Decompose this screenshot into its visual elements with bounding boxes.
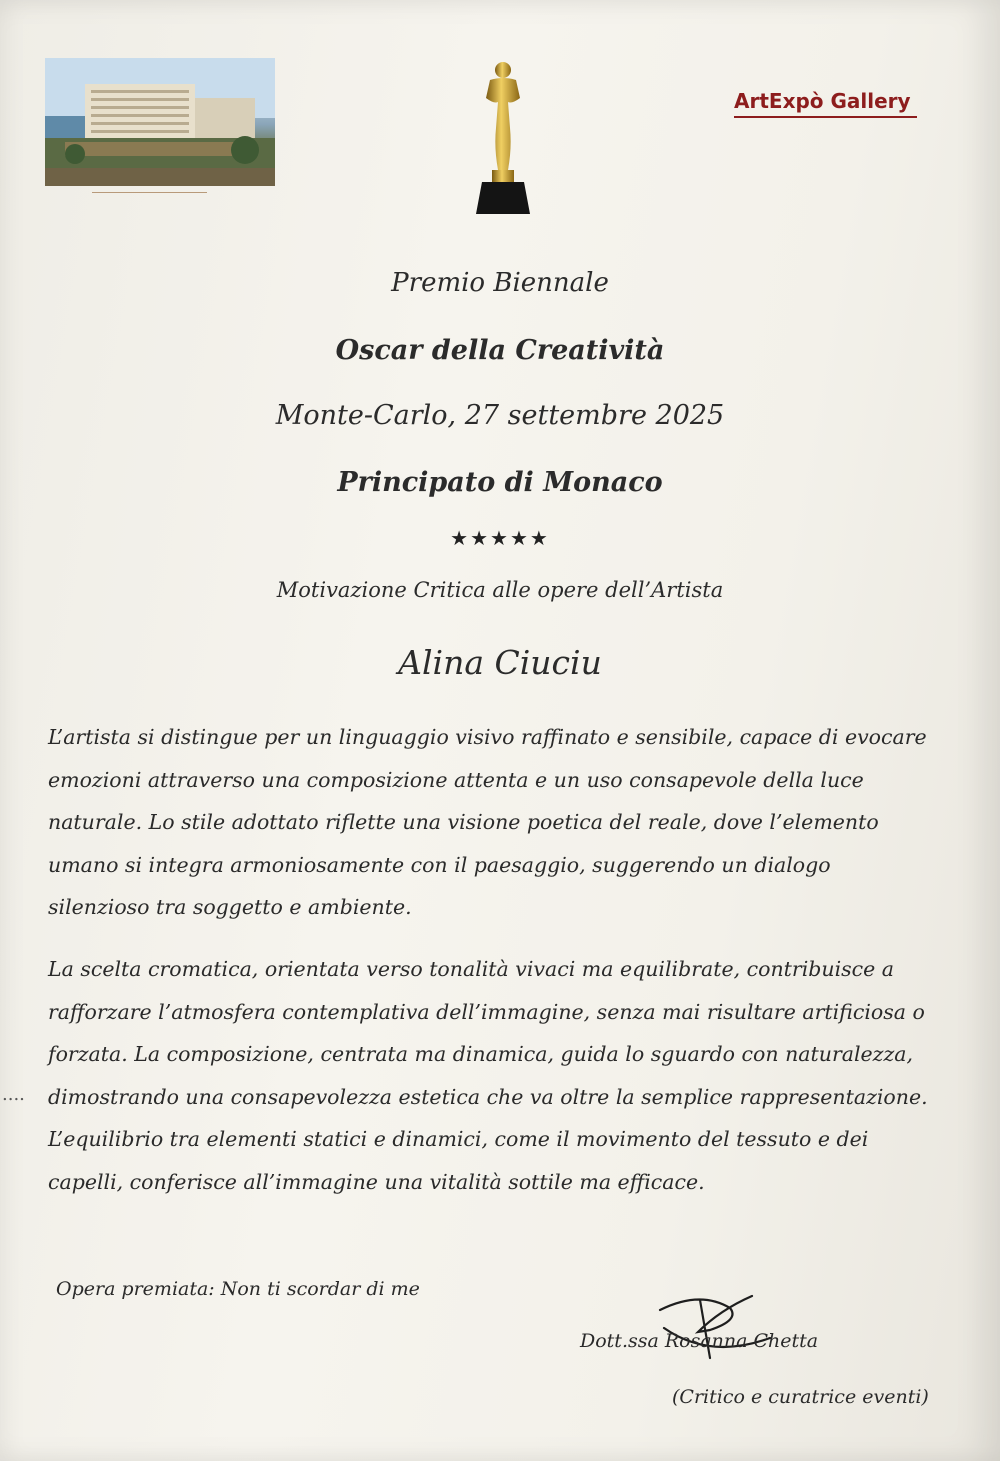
five-stars: ★★★★★ <box>450 526 550 550</box>
motivation-heading: Motivazione Critica alle opere dell’Artista <box>276 578 724 602</box>
hotel-photo <box>45 58 275 186</box>
award-subtitle: Premio Biennale <box>391 268 609 298</box>
award-title: Oscar della Creatività <box>335 335 665 366</box>
motivation-paragraph-2: La scelta cromatica, orientata verso tonalità vivaci ma equilibrate, contribuisce a rafforzare l’atmosfera contemplativa dell’immagine, senza mai risultare artificiosa o forzata. La composizione, centrata ma dinamica, guida lo sguardo con naturalezza, dimostrando una consapevolezza estetica che va oltre la semplice rappresentazione. L’equilibrio tra elementi statici e dinamici, come il movimento del tessuto e dei capelli, conferisce all’immagine una vitalità sottile ma efficace. <box>48 957 928 1194</box>
awarded-work: Opera premiata: Non ti scordar di me <box>56 1278 420 1300</box>
gallery-logo-rule <box>734 116 917 118</box>
artexpo-gallery-logo <box>734 88 924 128</box>
event-country: Principato di Monaco <box>337 467 663 498</box>
oscar-statuette-icon <box>468 58 538 214</box>
margin-dots: .... <box>2 1084 25 1105</box>
signer-role: (Critico e curatrice eventi) <box>672 1386 929 1408</box>
artist-name: Alina Ciuciu <box>398 643 602 682</box>
hotel-caption-rule <box>92 192 207 199</box>
signer-name: Dott.ssa Rosanna Chetta <box>580 1330 819 1352</box>
event-date-place: Monte-Carlo, 27 settembre 2025 <box>275 400 725 431</box>
motivation-paragraph-1: L’artista si distingue per un linguaggio visivo raffinato e sensibile, capace di evocare emozioni attraverso una composizione attenta e un uso consapevole della luce naturale. Lo stile adottato riflette una visione poetica del reale, dove l’elemento umano si integra armoniosamente con il paesaggio, suggerendo un dialogo silenzioso tra soggetto e ambiente. <box>48 725 927 919</box>
gallery-logo-text: ArtExpò Gallery <box>734 89 911 113</box>
